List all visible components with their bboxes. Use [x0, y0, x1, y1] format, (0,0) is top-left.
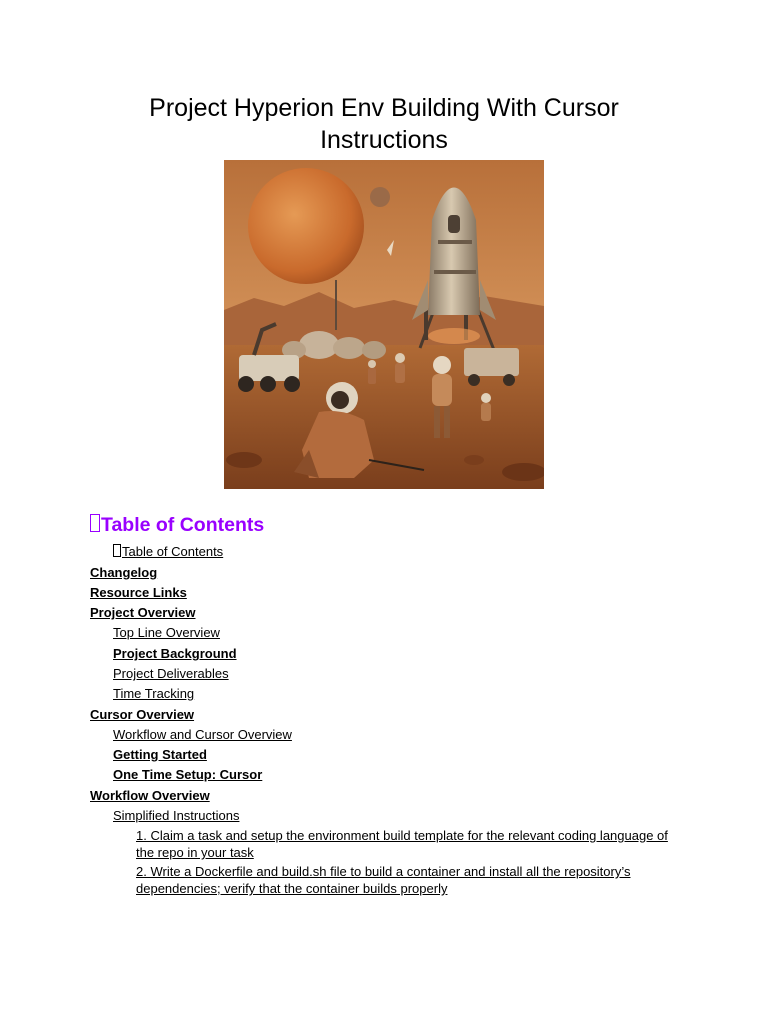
- toc-link-top-line-overview[interactable]: Top Line Overview: [113, 625, 220, 640]
- toc-link-time-tracking[interactable]: Time Tracking: [113, 686, 195, 701]
- toc-link-changelog[interactable]: Changelog: [90, 565, 158, 580]
- toc-link-workflow-and-cursor-overview[interactable]: Workflow and Cursor Overview: [113, 727, 292, 742]
- toc-link-table-of-contents[interactable]: Table of Contents: [113, 543, 223, 560]
- toc-link-project-background[interactable]: Project Background: [113, 646, 237, 661]
- missing-glyph-icon: [113, 544, 121, 557]
- hero-illustration: [224, 160, 544, 489]
- toc-link-simplified-instructions[interactable]: Simplified Instructions: [113, 808, 240, 823]
- toc-heading: [90, 512, 264, 538]
- toc-link-resource-links[interactable]: Resource Links: [90, 585, 187, 600]
- toc-link-workflow-overview[interactable]: Workflow Overview: [90, 788, 210, 803]
- toc-link-cursor-overview[interactable]: Cursor Overview: [90, 707, 195, 722]
- missing-glyph-icon: [90, 514, 100, 532]
- toc-link-getting-started[interactable]: Getting Started: [113, 747, 207, 762]
- document-title: Project Hyperion Env Building With Cursor Instructions: [149, 94, 619, 154]
- toc-link-project-deliverables[interactable]: Project Deliverables: [113, 666, 229, 681]
- toc-link-step-2-write-dockerfile[interactable]: 2. Write a Dockerfile and build.sh file to build a container and install all the repository’s dependencies; verify that the container builds properly: [136, 864, 631, 896]
- toc-link-step-1-claim-task[interactable]: 1. Claim a task and setup the environment build template for the relevant coding language of the repo in your task: [136, 828, 668, 860]
- toc-link-one-time-setup-cursor[interactable]: One Time Setup: Cursor: [113, 767, 263, 782]
- toc-link-project-overview[interactable]: Project Overview: [90, 605, 196, 620]
- toc-heading-label: Table of Contents: [101, 514, 265, 536]
